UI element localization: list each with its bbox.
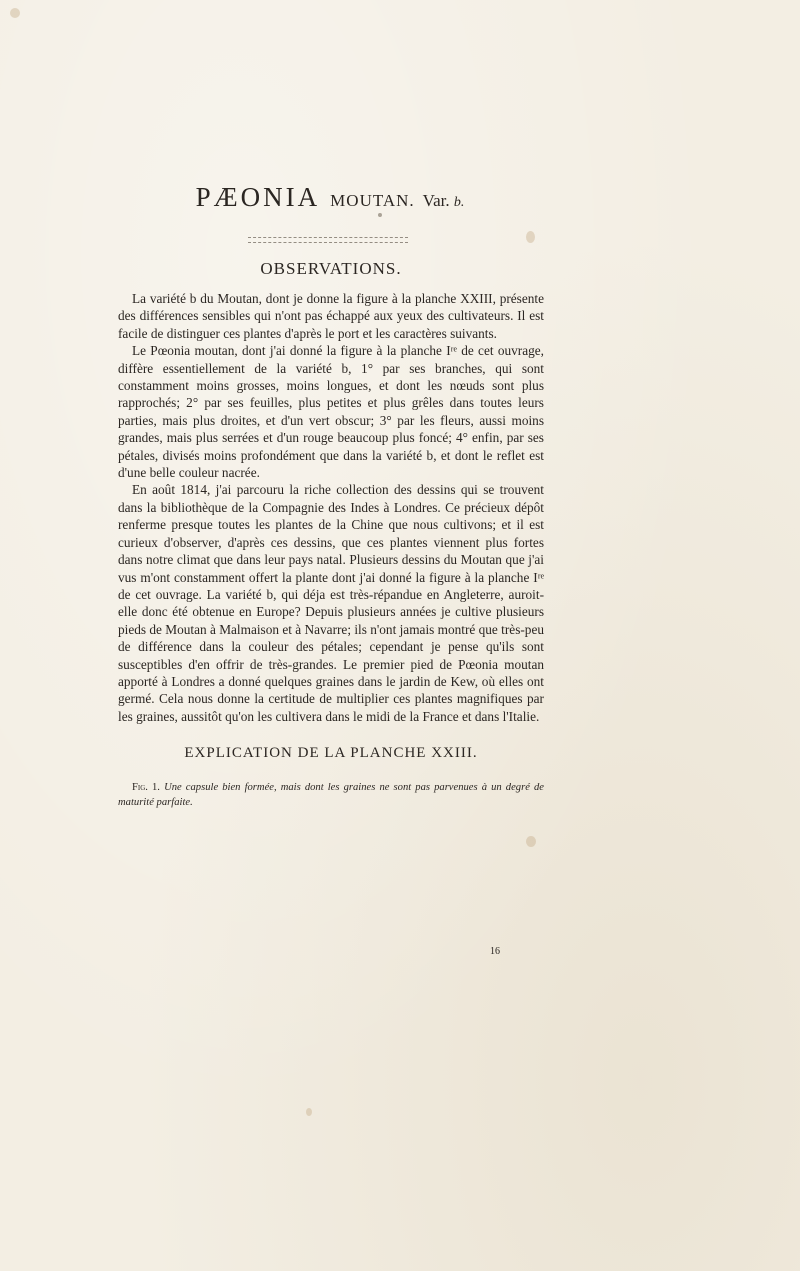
foxing-spot — [306, 1108, 312, 1116]
variety-letter: b. — [453, 195, 465, 210]
foxing-spot — [378, 213, 382, 217]
observations-body — [118, 290, 544, 725]
paragraph-2: Le Pœonia moutan, dont j'ai donné la figure à la planche Iʳᵉ de cet ouvrage, diffère essentiellement de la variété b, 1° par ses branches, qui sont constamment moins grosses, moins longues, et dont les nœuds sont plus rapprochés; 2° par ses feuilles, plus petites et plus grêles dans toutes leurs parties, mais plus droites, et d'un vert obscur; 3° par les fleurs, aussi moins grandes, mais plus serrées et d'un rouge beaucoup plus foncé; 4° enfin, par ses pétales, divisés moins profondément que dans la variété b, et dont le reflet est d'une belle couleur nacrée. — [118, 343, 544, 481]
figure-caption — [118, 780, 544, 810]
foxing-spot — [526, 231, 535, 243]
paragraph-1: La variété b du Moutan, dont je donne la figure à la planche XXIII, présente des différences sensibles qui n'ont pas échappé aux yeux des cultivateurs. Il est facile de distinguer ces plantes d'après le port et les caractères suivants. — [118, 291, 544, 341]
figure-label: Fig. 1. — [132, 782, 160, 793]
paragraph-3: En août 1814, j'ai parcouru la riche collection des dessins qui se trouvent dans la bibliothèque de la Compagnie des Indes à Londres. Ce précieux dépôt renferme presque toutes les plantes de la Chine que nous cultivons; et il est curieux d'observer, d'après ces dessins, que ces plantes viennent plus fortes dans notre climat que dans leur pays natal. Plusieurs dessins du Moutan que j'ai vus m'ont constamment offert la plante dont j'ai donné la figure à la planche Iʳᵉ de cet ouvrage. La variété b, qui déja est très-répandue en Angleterre, auroit-elle donc été obtenue en Europe? Depuis plusieurs années je cultive plusieurs pieds de Moutan à Malmaison et à Navarre; ils n'ont jamais montré que très-peu de différence dans la couleur des pétales; cependant je pense qu'ils sont susceptibles d'en offrir de très-grandes. Le premier pied de Pœonia moutan apporté à Londres a donné quelques graines dans le jardin de Kew, où elles ont germé. Cela nous donne la certitude de multiplier ces plantes magnifiques par les graines, aussitôt qu'on les cultivera dans le midi de la France et dans l'Italie. — [118, 482, 544, 724]
explication-heading: EXPLICATION DE LA PLANCHE XXIII. — [184, 745, 478, 761]
plate-title — [0, 182, 660, 213]
ornamental-rule — [248, 237, 408, 243]
variety-label: Var. b. — [422, 191, 465, 210]
foxing-spot — [10, 8, 20, 18]
species-name: MOUTAN. — [330, 191, 415, 210]
foxing-spot — [526, 836, 536, 847]
observations-heading: OBSERVATIONS. — [260, 259, 402, 278]
figure-caption-text: Une capsule bien formée, mais dont les graines ne sont pas parvenues à un degré de maturité parfaite. — [118, 782, 544, 808]
genus-name: PÆONIA — [195, 182, 321, 212]
page-number: 16 — [490, 946, 500, 957]
